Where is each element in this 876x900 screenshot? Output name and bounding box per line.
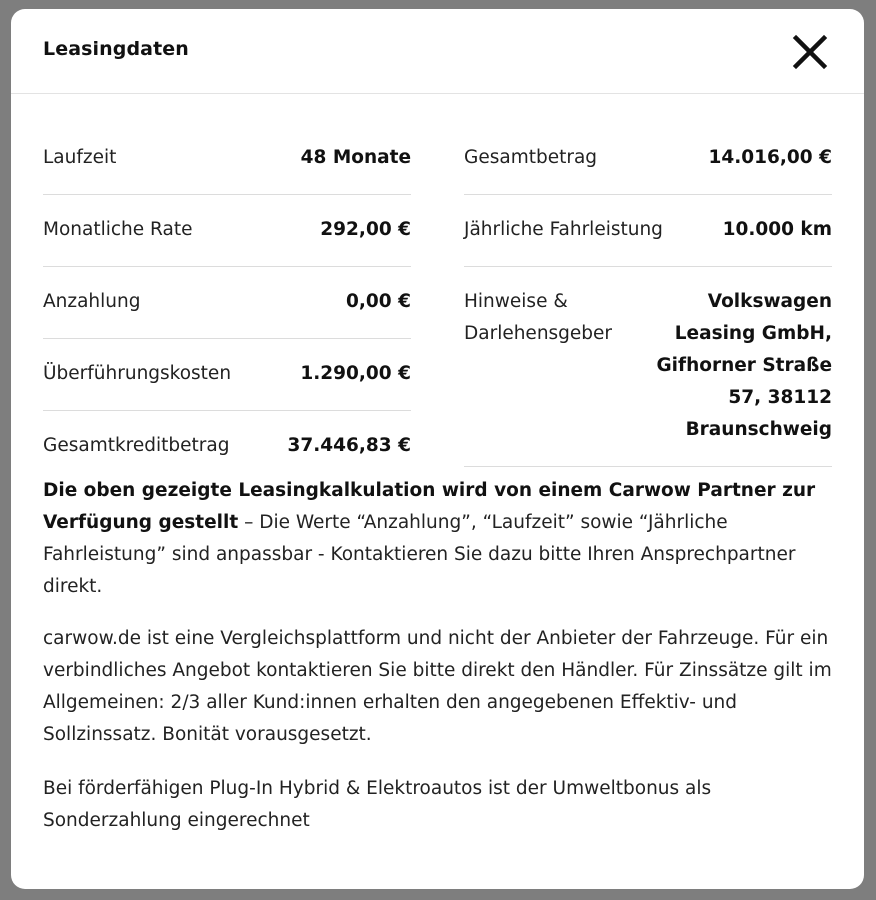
detail-row-ueberfuehrungskosten <box>43 339 411 411</box>
close-icon <box>790 32 830 72</box>
detail-value: 10.000 km <box>722 219 832 240</box>
detail-value: Volkswagen Leasing GmbH, Gifhorner Straße 57, 38112 Braunschweig <box>656 291 832 440</box>
partner-notice-bold: Die oben gezeigte Leasingkalkulation wird von einem Carwow Partner zur Verfügung gestellt <box>43 480 816 533</box>
detail-value: 1.290,00 € <box>300 363 411 384</box>
detail-value: 292,00 € <box>320 219 411 240</box>
partner-notice-text: – Die Werte “Anzahlung”, “Laufzeit” sowie “Jährliche Fahrleistung” sind anpassbar - Kontaktieren Sie dazu bitte Ihren Ansprechpartner direkt. <box>43 512 796 597</box>
detail-value: 14.016,00 € <box>708 147 832 168</box>
detail-label: Gesamtbetrag <box>464 147 598 168</box>
modal-title: Leasingdaten <box>43 38 189 60</box>
partner-notice <box>43 475 833 603</box>
detail-row-anzahlung <box>43 267 411 339</box>
detail-label: Jährliche Fahrleistung <box>464 219 663 240</box>
detail-label: Überführungskosten <box>43 363 232 384</box>
detail-row-darlehensgeber <box>464 267 832 467</box>
detail-row-laufzeit <box>43 125 411 195</box>
leasing-modal <box>11 9 864 889</box>
modal-header <box>11 9 864 94</box>
detail-row-gesamtbetrag <box>464 125 832 195</box>
details-right-column <box>464 125 832 467</box>
detail-label: Monatliche Rate <box>43 219 193 240</box>
detail-label: Laufzeit <box>43 147 117 168</box>
detail-row-jaehrliche-fahrleistung <box>464 195 832 267</box>
detail-row-gesamtkreditbetrag <box>43 411 411 482</box>
detail-value: 48 Monate <box>300 147 411 168</box>
detail-label: Anzahlung <box>43 291 141 312</box>
close-button[interactable] <box>790 32 830 72</box>
disclaimer-text: carwow.de ist eine Vergleichsplattform und nicht der Anbieter der Fahrzeuge. Für ein verbindliches Angebot kontaktieren Sie bitte direkt den Händler. Für Zinssätze gilt im Allgemeinen: 2/3 aller Kund:innen erhalten den angegebenen Effektiv- und Sollzinssatz. Bonität vorausgesetzt. <box>43 628 832 745</box>
detail-label: Gesamtkreditbetrag <box>43 435 230 456</box>
detail-value: 0,00 € <box>346 291 411 312</box>
hybrid-note: Bei förderfähigen Plug-In Hybrid & Elektroautos ist der Umweltbonus als Sonderzahlung eingerechnet <box>43 778 712 831</box>
details-left-column <box>43 125 411 482</box>
detail-row-monatliche-rate <box>43 195 411 267</box>
detail-label: Hinweise & Darlehensgeber <box>464 291 613 344</box>
detail-value: 37.446,83 € <box>287 435 411 456</box>
